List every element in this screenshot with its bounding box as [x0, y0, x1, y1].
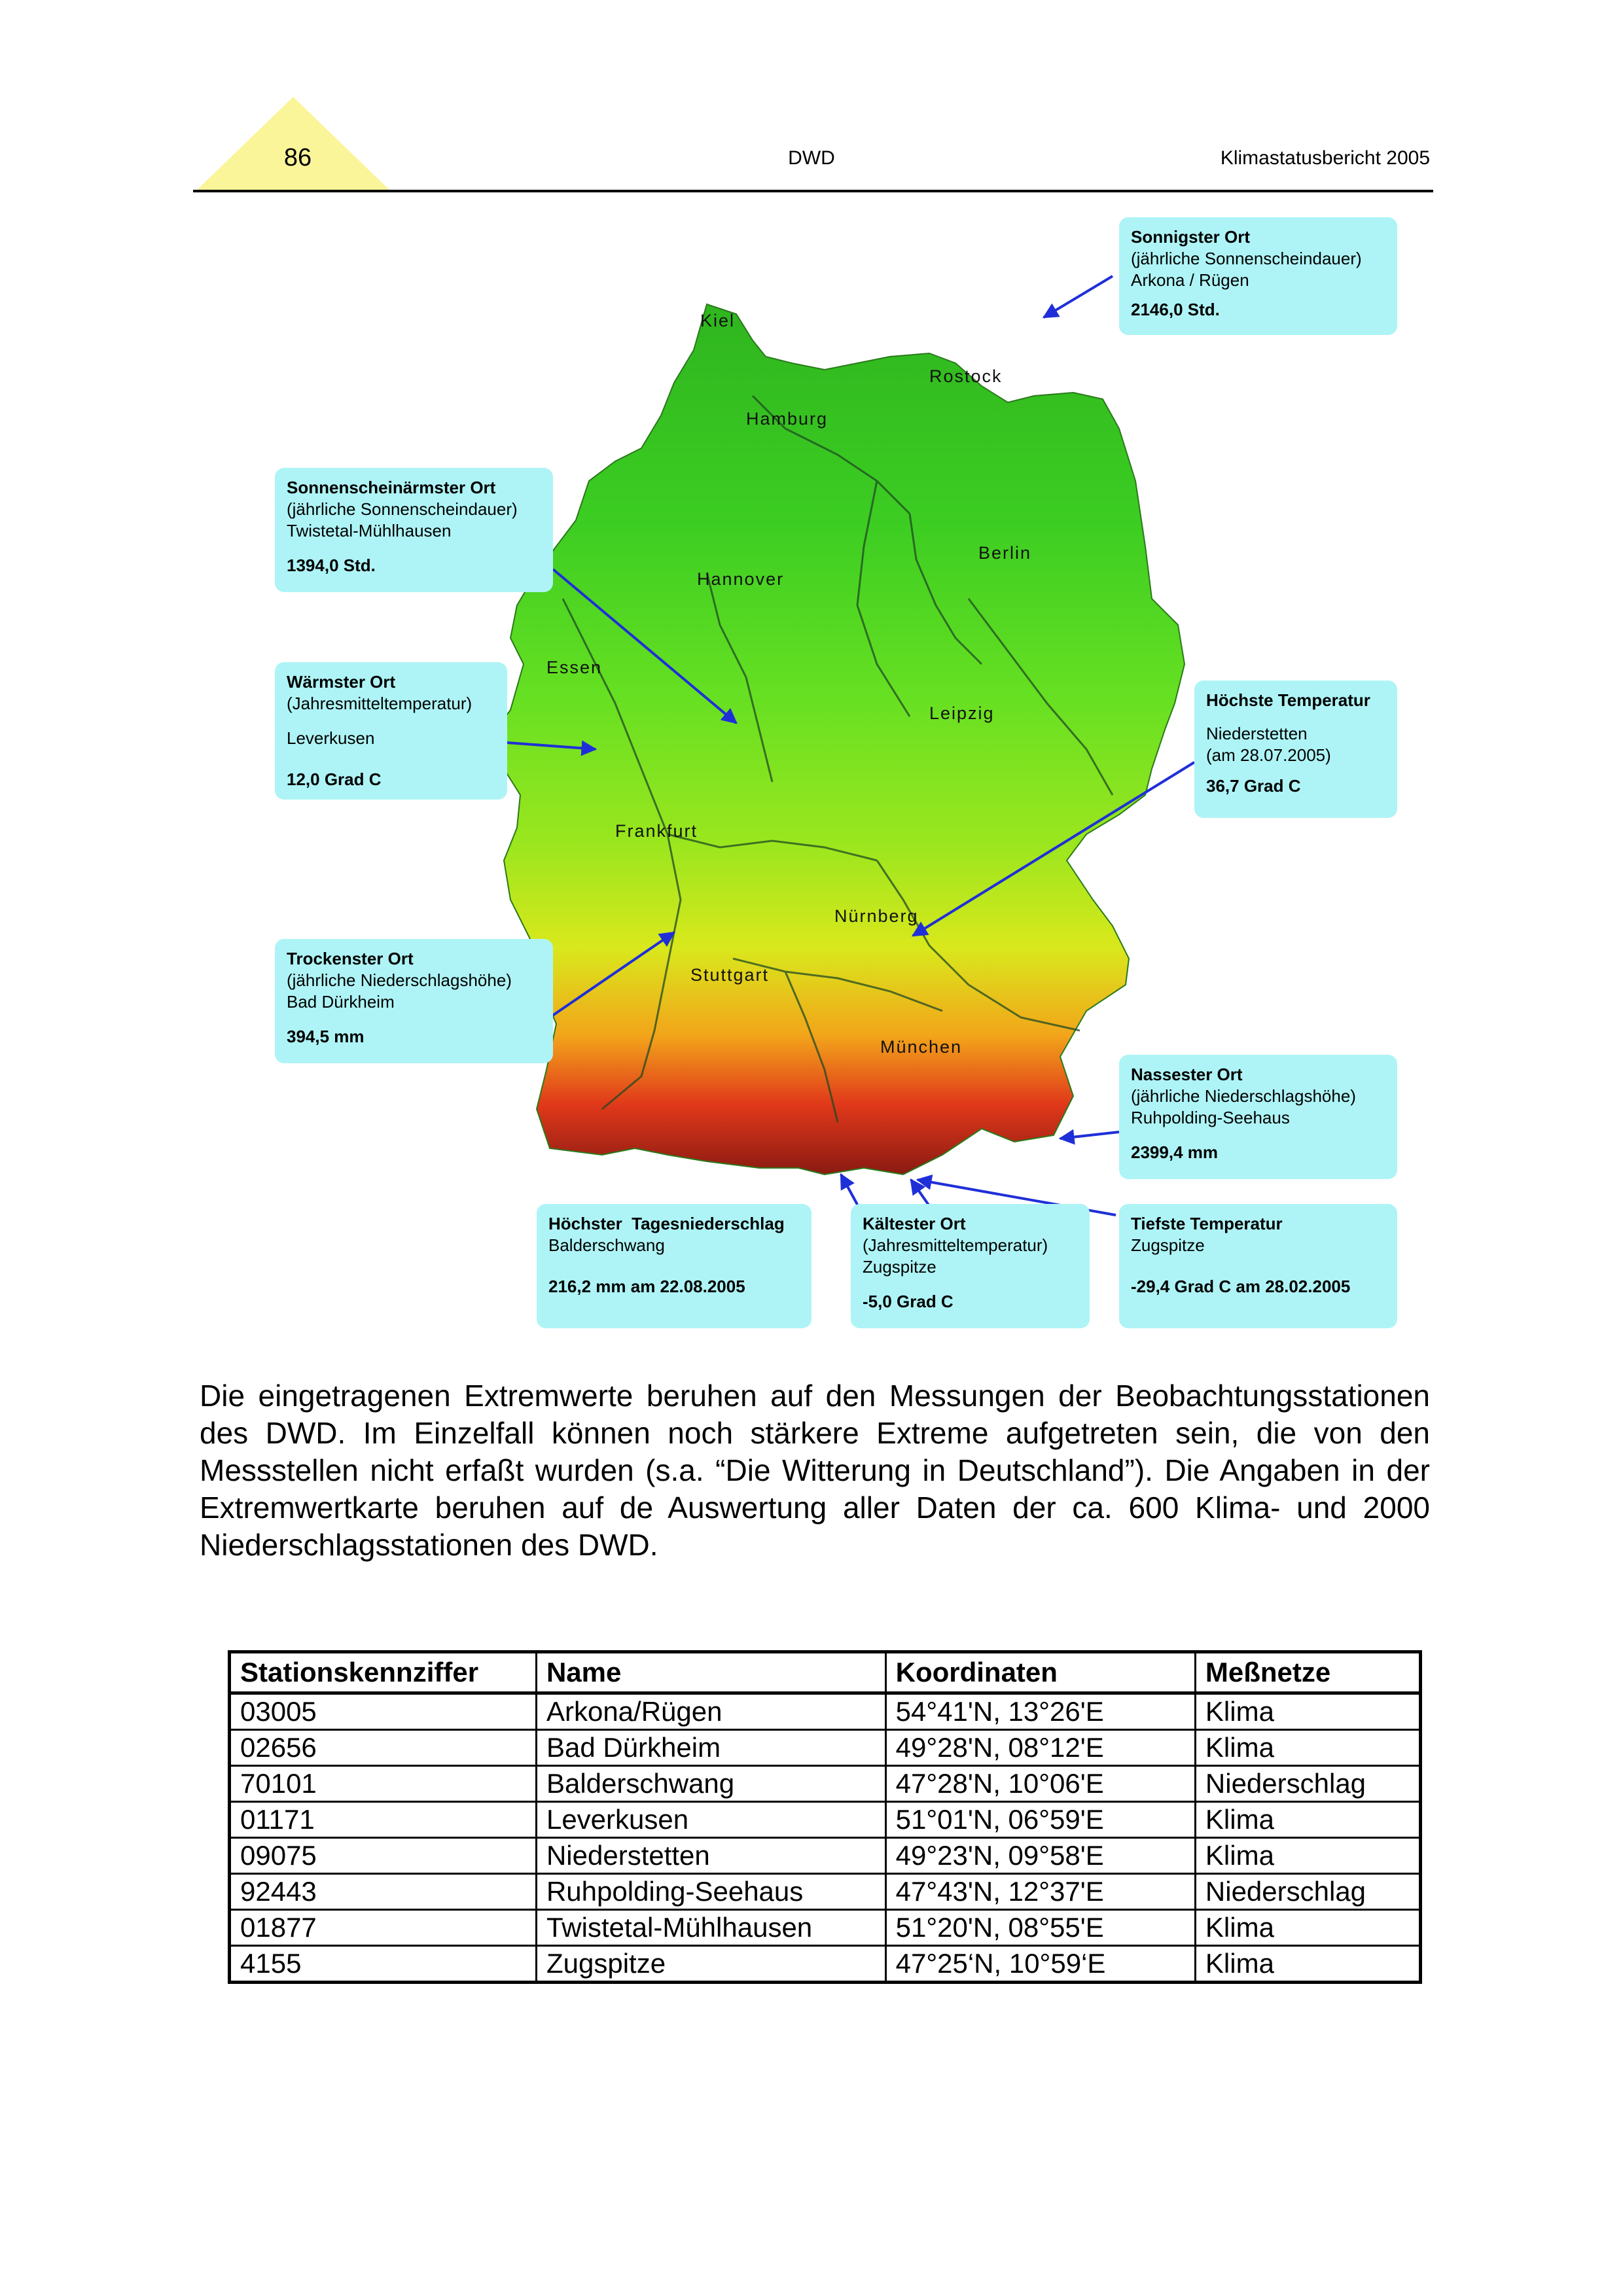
cell-name: Zugspitze — [536, 1946, 885, 1983]
callout-waermster-ort — [275, 662, 507, 800]
table-row — [230, 1838, 1421, 1874]
column-header-messnetze: Meßnetze — [1195, 1652, 1420, 1693]
cell-network: Niederschlag — [1195, 1874, 1420, 1910]
callout-title: Höchster Tagesniederschlag — [548, 1214, 785, 1233]
cell-coordinates: 47°25‘N, 10°59‘E — [885, 1946, 1195, 1983]
cell-network: Klima — [1195, 1693, 1420, 1730]
callout-value: 2146,0 Std. — [1131, 300, 1220, 319]
callout-line: Leverkusen — [287, 728, 375, 748]
callout-title: Sonnenscheinärmster Ort — [287, 478, 496, 497]
callout-title: Wärmster Ort — [287, 672, 396, 692]
header-rule — [193, 190, 1433, 192]
city-label-essen: Essen — [546, 658, 603, 677]
callout-nassester-ort — [1119, 1055, 1397, 1179]
germany-shape — [491, 304, 1185, 1174]
cell-coordinates: 51°01'N, 06°59'E — [885, 1802, 1195, 1838]
cell-name: Twistetal-Mühlhausen — [536, 1910, 885, 1946]
callout-line: Ruhpolding-Seehaus — [1131, 1108, 1290, 1127]
callout-value: -29,4 Grad C am 28.02.2005 — [1131, 1277, 1351, 1296]
cell-station-id: 09075 — [230, 1838, 537, 1874]
callout-title: Sonnigster Ort — [1131, 227, 1251, 247]
cell-coordinates: 49°28'N, 08°12'E — [885, 1730, 1195, 1766]
cell-network: Klima — [1195, 1910, 1420, 1946]
cell-station-id: 92443 — [230, 1874, 537, 1910]
cell-name: Leverkusen — [536, 1802, 885, 1838]
callout-line: Twistetal-Mühlhausen — [287, 521, 452, 540]
column-header-stationskennziffer: Stationskennziffer — [230, 1652, 537, 1693]
table-row — [230, 1766, 1421, 1802]
callout-tiefste-temperatur — [1119, 1204, 1397, 1328]
city-label-berlin: Berlin — [978, 543, 1032, 563]
city-label-rostock: Rostock — [929, 366, 1003, 386]
city-label-stuttgart: Stuttgart — [690, 965, 770, 985]
callout-line: Bad Dürkheim — [287, 992, 395, 1012]
city-label-nuernberg: Nürnberg — [834, 906, 919, 926]
callout-line: Zugspitze — [1131, 1235, 1205, 1255]
cell-network: Klima — [1195, 1802, 1420, 1838]
column-header-name: Name — [536, 1652, 885, 1693]
callout-line: Arkona / Rügen — [1131, 270, 1249, 290]
callout-line: (jährliche Sonnenscheindauer) — [287, 499, 518, 519]
city-label-leipzig: Leipzig — [929, 703, 995, 723]
cell-coordinates: 47°43'N, 12°37'E — [885, 1874, 1195, 1910]
table-header-row — [230, 1652, 1421, 1693]
city-label-hannover: Hannover — [697, 569, 785, 589]
callout-value: 12,0 Grad C — [287, 769, 382, 789]
callout-title: Höchste Temperatur — [1206, 690, 1370, 710]
city-label-kiel: Kiel — [700, 311, 736, 330]
callout-sonnigster-ort — [1119, 217, 1397, 335]
callout-line: (jährliche Niederschlagshöhe) — [287, 970, 512, 990]
city-label-hamburg: Hamburg — [746, 409, 829, 429]
page-number: 86 — [283, 144, 312, 171]
callout-title: Tiefste Temperatur — [1131, 1214, 1283, 1233]
table-row — [230, 1946, 1421, 1983]
callout-line: Zugspitze — [863, 1257, 936, 1277]
table-row — [230, 1874, 1421, 1910]
callout-value: 2399,4 mm — [1131, 1142, 1218, 1162]
table-row — [230, 1693, 1421, 1730]
cell-network: Niederschlag — [1195, 1766, 1420, 1802]
callout-value: -5,0 Grad C — [863, 1292, 954, 1311]
column-header-koordinaten: Koordinaten — [885, 1652, 1195, 1693]
callout-value: 394,5 mm — [287, 1027, 365, 1046]
cell-station-id: 03005 — [230, 1693, 537, 1730]
callout-trockenster-ort — [275, 939, 553, 1063]
callout-value: 216,2 mm am 22.08.2005 — [548, 1277, 745, 1296]
cell-coordinates: 54°41'N, 13°26'E — [885, 1693, 1195, 1730]
table-row — [230, 1910, 1421, 1946]
cell-name: Niederstetten — [536, 1838, 885, 1874]
cell-station-id: 01877 — [230, 1910, 537, 1946]
callout-title: Kältester Ort — [863, 1214, 966, 1233]
cell-name: Ruhpolding-Seehaus — [536, 1874, 885, 1910]
table-row — [230, 1802, 1421, 1838]
cell-coordinates: 51°20'N, 08°55'E — [885, 1910, 1195, 1946]
cell-network: Klima — [1195, 1946, 1420, 1983]
callout-line: Niederstetten — [1206, 724, 1308, 743]
cell-network: Klima — [1195, 1838, 1420, 1874]
cell-station-id: 01171 — [230, 1802, 537, 1838]
callout-line: (jährliche Sonnenscheindauer) — [1131, 249, 1362, 268]
cell-name: Bad Dürkheim — [536, 1730, 885, 1766]
cell-station-id: 4155 — [230, 1946, 537, 1983]
callout-line: (am 28.07.2005) — [1206, 745, 1331, 765]
cell-name: Arkona/Rügen — [536, 1693, 885, 1730]
callout-value: 1394,0 Std. — [287, 556, 376, 575]
callout-line: (Jahresmitteltemperatur) — [863, 1235, 1048, 1255]
callout-line: (Jahresmitteltemperatur) — [287, 694, 473, 713]
callout-kaeltester-ort — [851, 1204, 1090, 1328]
callout-line: (jährliche Niederschlagshöhe) — [1131, 1086, 1356, 1106]
cell-station-id: 70101 — [230, 1766, 537, 1802]
callout-value: 36,7 Grad C — [1206, 776, 1301, 796]
callout-line: Balderschwang — [548, 1235, 665, 1255]
cell-coordinates: 47°28'N, 10°06'E — [885, 1766, 1195, 1802]
callout-hoechste-temperatur — [1194, 680, 1397, 818]
header-report-title: Klimastatusbericht 2005 — [1220, 147, 1430, 169]
cell-station-id: 02656 — [230, 1730, 537, 1766]
callout-sonnenscheinaermster-ort — [275, 468, 553, 592]
cell-network: Klima — [1195, 1730, 1420, 1766]
city-label-muenchen: München — [880, 1037, 963, 1057]
cell-name: Balderschwang — [536, 1766, 885, 1802]
callout-title: Nassester Ort — [1131, 1065, 1243, 1084]
station-table — [228, 1650, 1422, 1984]
header-publisher: DWD — [788, 147, 835, 169]
city-label-frankfurt: Frankfurt — [615, 821, 698, 841]
table-row — [230, 1730, 1421, 1766]
callout-title: Trockenster Ort — [287, 949, 414, 968]
callout-hoechster-tagesniederschlag — [537, 1204, 812, 1328]
cell-coordinates: 49°23'N, 09°58'E — [885, 1838, 1195, 1874]
body-paragraph: Die eingetragenen Extremwerte beruhen auf den Messungen der Beobachtungsstationen des DWD. Im Einzelfall können noch stärkere Extreme aufgetreten sein, die von den Messstellen nicht erfaßt wurden (s.a. “Die Witterung in Deutschland”). Die Angaben in der Extremwertkarte beruhen auf de Auswertung aller Daten der ca. 600 Klima- und 2000 Niederschlagsstationen des DWD. — [200, 1379, 1430, 1562]
